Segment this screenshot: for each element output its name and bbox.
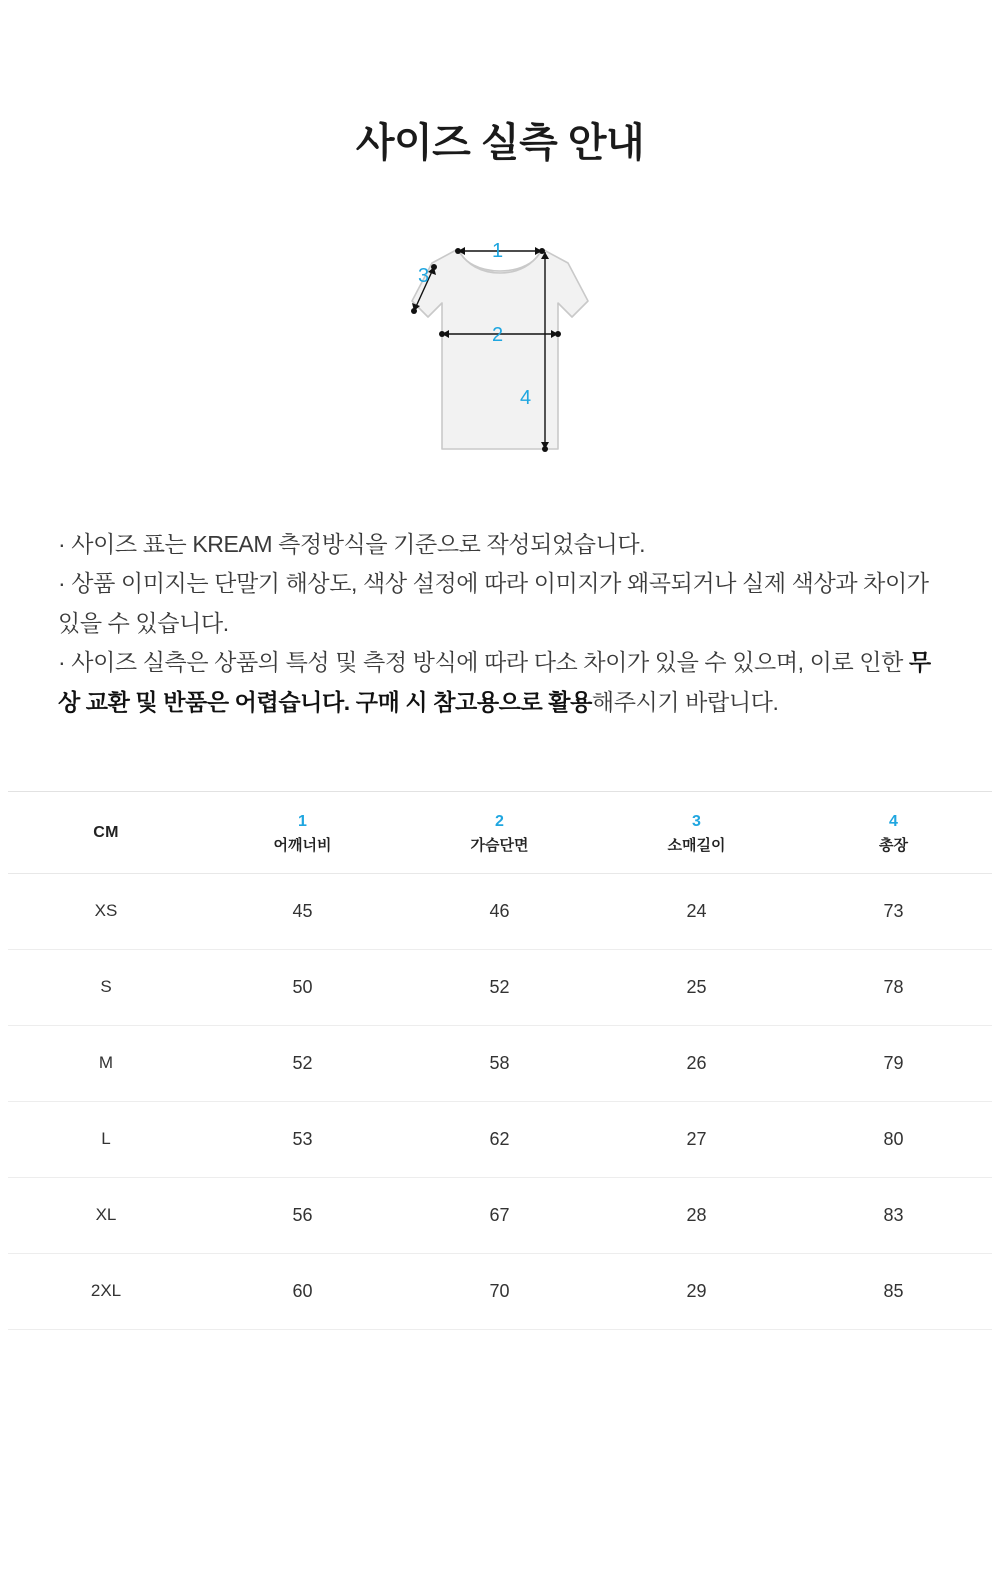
- table-header-col-4: [795, 791, 992, 873]
- note3-strong: 무상 교환 및 반품은 어렵습니다. 구매 시 참고용으로 활용: [58, 649, 931, 715]
- col-number-4: 4: [889, 812, 898, 830]
- col-label-2: 가슴단면: [470, 836, 529, 854]
- cell-2xl-chest: 70: [401, 1253, 598, 1329]
- col-label-4: 총장: [879, 836, 908, 854]
- table-header-col-1: [204, 791, 401, 873]
- cell-l-chest: 62: [401, 1101, 598, 1177]
- tshirt-diagram: [370, 219, 630, 469]
- cell-xl-chest: 67: [401, 1177, 598, 1253]
- size-table-container: [0, 791, 1000, 1330]
- table-header-unit: CM: [8, 791, 204, 873]
- table-row: [8, 873, 992, 949]
- cell-2xl-length: 85: [795, 1253, 992, 1329]
- row-size-xs: XS: [8, 873, 204, 949]
- cell-xl-length: 83: [795, 1177, 992, 1253]
- cell-xl-sleeve: 28: [598, 1177, 795, 1253]
- cell-xs-shoulder: 45: [204, 873, 401, 949]
- notes-section: [58, 525, 942, 723]
- cell-l-sleeve: 27: [598, 1101, 795, 1177]
- size-table-body: [8, 873, 992, 1329]
- col-number-1: 1: [298, 812, 307, 830]
- cell-m-sleeve: 26: [598, 1025, 795, 1101]
- col-label-1: 어깨너비: [273, 836, 332, 854]
- page-title: 사이즈 실측 안내: [355, 120, 645, 165]
- cell-s-sleeve: 25: [598, 949, 795, 1025]
- table-row: [8, 949, 992, 1025]
- col-number-3: 3: [692, 812, 701, 830]
- table-header-col-2: [401, 791, 598, 873]
- row-size-m: M: [8, 1025, 204, 1101]
- table-row: [8, 1101, 992, 1177]
- diagram-label-3: 3: [418, 264, 430, 287]
- cell-xs-sleeve: 24: [598, 873, 795, 949]
- row-size-s: S: [8, 949, 204, 1025]
- size-table-head: [8, 791, 992, 873]
- cell-m-shoulder: 52: [204, 1025, 401, 1101]
- note-item-2: · 상품 이미지는 단말기 해상도, 색상 설정에 따라 이미지가 왜곡되거나 실제 색상과 차이가 있을 수 있습니다.: [58, 570, 929, 636]
- diagram-label-2: 2: [492, 323, 504, 346]
- table-row: [8, 1025, 992, 1101]
- cell-s-length: 78: [795, 949, 992, 1025]
- cell-xs-length: 73: [795, 873, 992, 949]
- diagram-label-4: 4: [520, 386, 532, 409]
- row-size-l: L: [8, 1101, 204, 1177]
- note3-tail: 해주시기 바랍니다.: [591, 688, 779, 715]
- cell-2xl-shoulder: 60: [204, 1253, 401, 1329]
- cell-xl-shoulder: 56: [204, 1177, 401, 1253]
- diagram-label-1: 1: [492, 239, 504, 262]
- row-size-xl: XL: [8, 1177, 204, 1253]
- note3-lead: · 사이즈 실측은 상품의 특성 및 측정 방식에 따라 다소 차이가 있을 수 있으며, 이로 인한: [58, 649, 909, 676]
- cell-l-length: 80: [795, 1101, 992, 1177]
- cell-m-length: 79: [795, 1025, 992, 1101]
- col-label-3: 소매길이: [667, 836, 726, 854]
- table-row: [8, 1253, 992, 1329]
- table-row: [8, 1177, 992, 1253]
- table-header-col-3: [598, 791, 795, 873]
- col-number-2: 2: [495, 812, 504, 830]
- cell-s-shoulder: 50: [204, 949, 401, 1025]
- cell-s-chest: 52: [401, 949, 598, 1025]
- tshirt-illustration-icon: [370, 219, 630, 469]
- cell-l-shoulder: 53: [204, 1101, 401, 1177]
- size-table: [8, 791, 992, 1330]
- cell-xs-chest: 46: [401, 873, 598, 949]
- table-header-row: [8, 791, 992, 873]
- garment-diagram-container: [0, 219, 1000, 469]
- row-size-2xl: 2XL: [8, 1253, 204, 1329]
- note-item-1: · 사이즈 표는 KREAM 측정방식을 기준으로 작성되었습니다.: [58, 530, 646, 557]
- cell-2xl-sleeve: 29: [598, 1253, 795, 1329]
- cell-m-chest: 58: [401, 1025, 598, 1101]
- note-item-3: [58, 643, 942, 722]
- size-guide-page: [0, 27, 1000, 1577]
